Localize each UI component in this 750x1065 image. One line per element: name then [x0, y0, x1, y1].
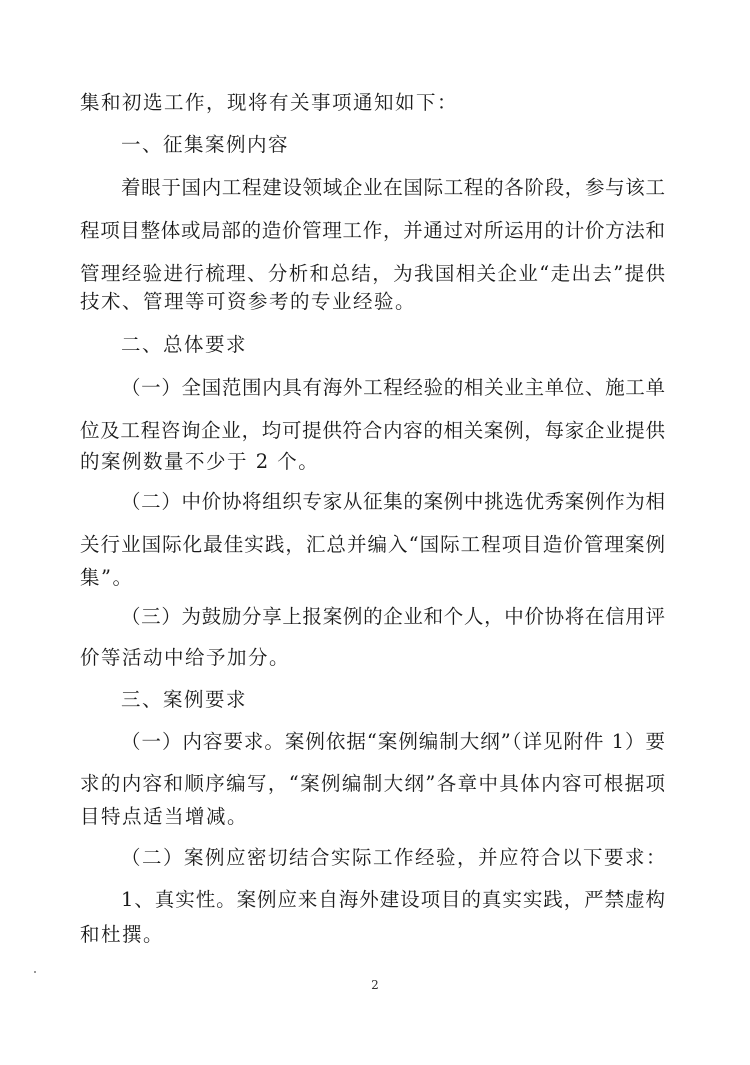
- text-line: （二）中价协将组织专家从征集的案例中挑选优秀案例作为相: [121, 490, 665, 513]
- text-line: 1、真实性。案例应来自海外建设项目的真实实践，严禁虚构: [121, 888, 665, 911]
- text-line: 集和初选工作，现将有关事项通知如下：: [80, 91, 459, 114]
- page-number: 2: [371, 978, 379, 992]
- section-heading: 一、征集案例内容: [121, 133, 290, 156]
- text-line: （一）内容要求。案例依据“案例编制大纲”（详见附件 1）要: [121, 730, 665, 753]
- text-line: （一）全国范围内具有海外工程经验的相关业主单位、施工单: [121, 376, 665, 399]
- text-line: （三）为鼓励分享上报案例的企业和个人，中价协将在信用评: [121, 605, 665, 628]
- text-line: 目特点适当增减。: [80, 805, 249, 828]
- text-line: 关行业国际化最佳实践，汇总并编入“国际工程项目造价管理案例: [80, 533, 665, 556]
- section-heading: 三、案例要求: [121, 688, 248, 711]
- text-line: 位及工程咨询企业，均可提供符合内容的相关案例，每家企业提供: [80, 419, 665, 442]
- text-line: 管理经验进行梳理、分析和总结，为我国相关企业“走出去”提供: [80, 262, 665, 285]
- text-line: 和杜撰。: [80, 923, 165, 946]
- text-line: 价等活动中给予加分。: [80, 646, 291, 669]
- text-line: 的案例数量不少于 2 个。: [80, 450, 320, 473]
- text-line: 求的内容和顺序编写，“案例编制大纲”各章中具体内容可根据项: [80, 772, 665, 795]
- section-heading: 二、总体要求: [121, 333, 248, 356]
- text-line: （二）案例应密切结合实际工作经验，并应符合以下要求：: [121, 846, 668, 869]
- text-line: 集”。: [80, 566, 134, 589]
- text-line: 程项目整体或局部的造价管理工作，并通过对所运用的计价方法和: [80, 219, 665, 242]
- scan-speck: [34, 971, 36, 973]
- text-line: 技术、管理等可资参考的专业经验。: [80, 290, 417, 313]
- text-line: 着眼于国内工程建设领域企业在国际工程的各阶段，参与该工: [121, 176, 665, 199]
